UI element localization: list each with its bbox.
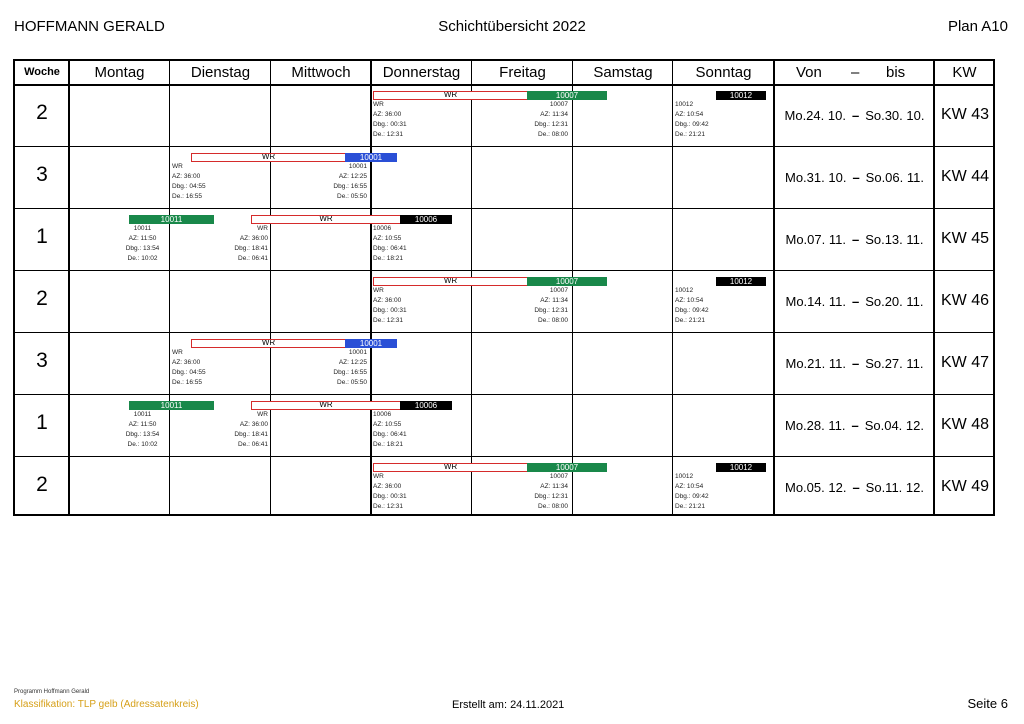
shift-info-10006 <box>373 410 468 450</box>
info-line: De.: 21:21 <box>675 317 705 324</box>
col-header-wednesday: Mittwoch <box>291 64 351 81</box>
info-line: 10012 <box>675 101 694 108</box>
employee-name: HOFFMANN GERALD <box>14 18 165 35</box>
info-line: Dbg.: 09:42 <box>675 307 709 314</box>
grid-line <box>370 61 372 514</box>
info-line: Dbg.: 13:54 <box>125 245 160 252</box>
info-line: De.: 16:55 <box>172 379 202 386</box>
info-line: 10006 <box>373 225 392 232</box>
info-line: De.: 12:31 <box>373 317 403 324</box>
info-line: 10012 <box>675 473 694 480</box>
date-range <box>776 418 933 433</box>
date-range <box>776 356 933 371</box>
info-line: AZ: 12:25 <box>338 173 367 180</box>
grid-line <box>15 332 993 333</box>
date-dash: – <box>852 170 860 185</box>
date-range <box>776 294 933 309</box>
shift-bar-wr: WR <box>191 339 346 348</box>
info-line: De.: 21:21 <box>675 503 705 510</box>
shift-bar-wr: WR <box>373 277 528 286</box>
shift-info-10012 <box>675 286 770 326</box>
date-from: Mo.24. 10. <box>784 108 846 123</box>
footer-classification: Klassifikation: TLP gelb (Adressatenkreis) <box>14 699 199 710</box>
date-to: So.30. 10. <box>865 108 925 123</box>
col-header-woche: Woche <box>24 66 60 78</box>
woche-number: 3 <box>36 163 48 186</box>
info-line: AZ: 36:00 <box>172 173 201 180</box>
date-dash: – <box>851 294 860 309</box>
info-line: Dbg.: 09:42 <box>675 493 709 500</box>
info-line: 10007 <box>549 473 568 480</box>
date-from: Mo.31. 10. <box>785 170 847 185</box>
info-line: WR <box>373 287 384 294</box>
shift-info-wr <box>172 348 267 388</box>
footer-program: Programm Hoffmann Gerald <box>14 689 90 695</box>
shift-info-10012 <box>675 100 770 140</box>
shift-bar-10012: 10012 <box>716 91 766 100</box>
info-line: AZ: 36:00 <box>239 235 268 242</box>
col-header-von-bis <box>774 61 934 85</box>
info-line: AZ: 36:00 <box>373 111 402 118</box>
grid-line <box>15 394 993 395</box>
woche-number: 2 <box>36 473 48 496</box>
info-line: De.: 16:55 <box>172 193 202 200</box>
date-to: So.06. 11. <box>865 170 924 185</box>
shift-info-10007 <box>470 100 568 140</box>
info-line: Dbg.: 00:31 <box>373 307 407 314</box>
info-line: Dbg.: 04:55 <box>172 369 206 376</box>
woche-number: 1 <box>36 225 48 248</box>
date-to: So.04. 12. <box>864 418 924 433</box>
col-header-bis: bis <box>886 64 906 81</box>
shift-bar-10012: 10012 <box>716 463 766 472</box>
info-line: Dbg.: 06:41 <box>373 245 407 252</box>
info-line: AZ: 12:25 <box>338 359 367 366</box>
col-header-sunday: Sonntag <box>695 64 752 81</box>
shift-bar-10001: 10001 <box>345 339 397 348</box>
shift-bar-wr: WR <box>251 401 401 410</box>
info-line: De.: 08:00 <box>538 317 568 324</box>
shift-info-wr <box>171 224 268 264</box>
shift-info-10001 <box>270 162 367 202</box>
shift-bar-10001: 10001 <box>345 153 397 162</box>
info-line: 10012 <box>675 287 694 294</box>
info-line: Dbg.: 12:31 <box>534 307 568 314</box>
info-line: De.: 10:02 <box>127 441 158 448</box>
info-line: AZ: 10:55 <box>373 235 402 242</box>
grid-line <box>933 61 935 514</box>
info-line: WR <box>373 473 384 480</box>
date-from: Mo.14. 11. <box>785 294 846 309</box>
date-range <box>776 170 933 185</box>
info-line: 10011 <box>133 411 152 418</box>
info-line: 10006 <box>373 411 392 418</box>
shift-bar-wr: WR <box>373 91 528 100</box>
shift-bar-wr: WR <box>191 153 346 162</box>
calendar-week: KW 46 <box>940 292 989 309</box>
col-header-dash: – <box>851 64 860 81</box>
shift-bar-10011: 10011 <box>129 401 214 410</box>
footer-created-date: Erstellt am: 24.11.2021 <box>452 699 565 711</box>
date-to: So.13. 11. <box>865 232 924 247</box>
date-dash: – <box>851 356 860 371</box>
shift-info-10007 <box>470 472 568 512</box>
info-line: De.: 18:21 <box>373 441 403 448</box>
info-line: 10011 <box>133 225 152 232</box>
info-line: De.: 18:21 <box>373 255 403 262</box>
date-to: So.27. 11. <box>865 356 924 371</box>
info-line: De.: 08:00 <box>538 131 568 138</box>
calendar-week: KW 45 <box>940 230 989 247</box>
col-header-friday: Freitag <box>499 64 546 81</box>
shift-info-wr <box>373 472 468 512</box>
info-line: AZ: 36:00 <box>172 359 201 366</box>
shift-bar-wr: WR <box>251 215 401 224</box>
grid-line <box>15 456 993 457</box>
shift-bar-10007: 10007 <box>527 463 607 472</box>
calendar-week: KW 49 <box>940 478 989 495</box>
col-header-von: Von <box>796 64 822 81</box>
info-line: Dbg.: 12:31 <box>534 121 568 128</box>
woche-number: 1 <box>36 411 48 434</box>
info-line: WR <box>373 101 384 108</box>
shift-info-10011 <box>115 224 170 264</box>
shift-bar-10011: 10011 <box>129 215 214 224</box>
woche-number: 3 <box>36 349 48 372</box>
grid-line <box>270 61 271 514</box>
date-from: Mo.05. 12. <box>785 480 847 495</box>
col-header-kw: KW <box>952 64 977 81</box>
info-line: WR <box>172 163 183 170</box>
woche-number: 2 <box>36 287 48 310</box>
shift-bar-10007: 10007 <box>527 277 607 286</box>
col-header-saturday: Samstag <box>593 64 653 81</box>
shift-info-wr <box>373 100 468 140</box>
info-line: Dbg.: 12:31 <box>534 493 568 500</box>
grid-line <box>15 208 993 209</box>
info-line: Dbg.: 18:41 <box>234 245 268 252</box>
col-header-tuesday: Dienstag <box>190 64 251 81</box>
info-line: AZ: 11:34 <box>540 483 568 490</box>
date-to: So.20. 11. <box>865 294 924 309</box>
date-dash: – <box>852 480 860 495</box>
shift-info-wr <box>172 162 267 202</box>
info-line: Dbg.: 00:31 <box>373 121 407 128</box>
woche-number: 2 <box>36 101 48 124</box>
shift-bar-wr: WR <box>373 463 528 472</box>
info-line: Dbg.: 09:42 <box>675 121 709 128</box>
shift-info-10006 <box>373 224 468 264</box>
grid-line <box>672 61 673 514</box>
footer-page-number: Seite 6 <box>967 696 1008 711</box>
date-to: So.11. 12. <box>865 480 924 495</box>
info-line: 10001 <box>348 163 367 170</box>
info-line: AZ: 36:00 <box>373 297 402 304</box>
grid-line <box>15 84 993 86</box>
info-line: De.: 21:21 <box>675 131 705 138</box>
info-line: Dbg.: 04:55 <box>172 183 206 190</box>
info-line: AZ: 10:54 <box>675 111 704 118</box>
date-from: Mo.21. 11. <box>785 356 846 371</box>
info-line: De.: 08:00 <box>538 503 568 510</box>
calendar-week: KW 48 <box>940 416 989 433</box>
grid-line <box>15 146 993 147</box>
calendar-week: KW 47 <box>940 354 989 371</box>
date-range <box>776 108 933 123</box>
date-from: Mo.07. 11. <box>785 232 846 247</box>
info-line: Dbg.: 16:55 <box>333 369 367 376</box>
grid-line <box>773 61 775 514</box>
info-line: WR <box>257 411 268 418</box>
shift-info-10012 <box>675 472 770 512</box>
shift-bar-10006: 10006 <box>400 215 452 224</box>
info-line: AZ: 10:54 <box>675 483 704 490</box>
info-line: De.: 05:50 <box>337 379 367 386</box>
plan-label: Plan A10 <box>947 18 1008 35</box>
info-line: AZ: 11:34 <box>540 297 568 304</box>
info-line: De.: 12:31 <box>373 503 403 510</box>
date-from: Mo.28. 11. <box>785 418 846 433</box>
info-line: AZ: 36:00 <box>239 421 268 428</box>
grid-line <box>572 61 573 514</box>
info-line: Dbg.: 13:54 <box>125 431 160 438</box>
date-dash: – <box>851 418 859 433</box>
page-title: Schichtübersicht 2022 <box>438 18 586 35</box>
info-line: Dbg.: 00:31 <box>373 493 407 500</box>
shift-info-10011 <box>115 410 170 450</box>
info-line: De.: 12:31 <box>373 131 403 138</box>
shift-schedule-table <box>13 59 995 516</box>
shift-bar-10012: 10012 <box>716 277 766 286</box>
info-line: AZ: 36:00 <box>373 483 402 490</box>
shift-info-wr <box>171 410 268 450</box>
info-line: WR <box>257 225 268 232</box>
date-dash: – <box>851 232 860 247</box>
info-line: De.: 06:41 <box>238 255 268 262</box>
info-line: 10007 <box>549 287 568 294</box>
col-header-thursday: Donnerstag <box>382 64 461 81</box>
info-line: AZ: 11:34 <box>540 111 568 118</box>
info-line: 10007 <box>549 101 568 108</box>
info-line: Dbg.: 16:55 <box>333 183 367 190</box>
shift-info-10007 <box>470 286 568 326</box>
info-line: De.: 06:41 <box>238 441 268 448</box>
info-line: De.: 10:02 <box>127 255 158 262</box>
info-line: Dbg.: 18:41 <box>234 431 268 438</box>
shift-info-10001 <box>270 348 367 388</box>
info-line: De.: 05:50 <box>337 193 367 200</box>
info-line: AZ: 10:54 <box>675 297 704 304</box>
info-line: 10001 <box>348 349 367 356</box>
calendar-week: KW 43 <box>940 106 989 123</box>
date-range <box>776 232 933 247</box>
shift-info-wr <box>373 286 468 326</box>
calendar-week: KW 44 <box>940 168 989 185</box>
info-line: AZ: 11:50 <box>128 421 157 428</box>
shift-bar-10006: 10006 <box>400 401 452 410</box>
grid-line <box>15 270 993 271</box>
info-line: WR <box>172 349 183 356</box>
info-line: AZ: 11:50 <box>128 235 157 242</box>
date-dash: – <box>851 108 860 123</box>
shift-bar-10007: 10007 <box>527 91 607 100</box>
date-range <box>776 480 933 495</box>
col-header-monday: Montag <box>94 64 145 81</box>
info-line: AZ: 10:55 <box>373 421 402 428</box>
info-line: Dbg.: 06:41 <box>373 431 407 438</box>
